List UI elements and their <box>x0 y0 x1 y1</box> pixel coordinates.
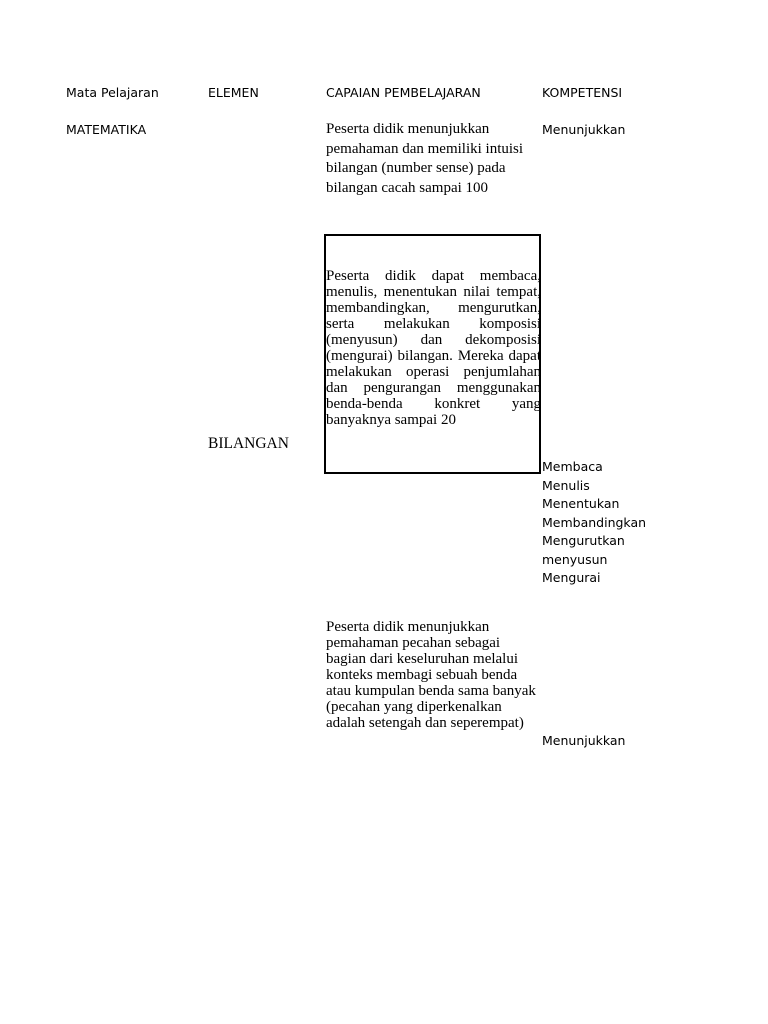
subject-label: MATEMATIKA <box>66 122 147 137</box>
header-mata-pelajaran: Mata Pelajaran <box>66 85 159 100</box>
kompetensi-text-1: Menunjukkan <box>542 122 626 137</box>
capaian-text-2: Peserta didik dapat membaca, menulis, menentukan nilai tempat, membandingkan, mengurutkan, serta melakukan komposisi (menyusun) dan dekomposisi (mengurai) bilangan. Mereka dapat melakukan operasi penjumlahan dan pengurangan menggunakan benda-benda konkret yang banyaknya sampai 20 <box>326 268 541 428</box>
kompetensi-text-3: Menunjukkan <box>542 733 626 748</box>
kompetensi-list-2 <box>542 458 646 588</box>
kompetensi-item: Mengurai <box>542 570 601 585</box>
capaian-text-3: Peserta didik menunjukkan pemahaman pecahan sebagai bagian dari keseluruhan melalui konteks membagi sebuah benda atau kumpulan benda sama banyak (pecahan yang diperkenalkan adalah setengah dan seperempat) <box>326 619 536 731</box>
header-kompetensi: KOMPETENSI <box>542 85 623 100</box>
kompetensi-item: Membaca <box>542 459 603 474</box>
capaian-box-2 <box>324 234 541 474</box>
kompetensi-item: Mengurutkan <box>542 533 625 548</box>
capaian-text-1: Peserta didik menunjukkan pemahaman dan memiliki intuisi bilangan (number sense) pada bilangan cacah sampai 100 <box>326 121 524 196</box>
kompetensi-item: menyusun <box>542 551 608 567</box>
kompetensi-item: Membandingkan <box>542 514 647 530</box>
kompetensi-item: Menentukan <box>542 496 620 511</box>
header-capaian-pembelajaran: CAPAIAN PEMBELAJARAN <box>326 85 481 100</box>
kompetensi-item: Menulis <box>542 477 590 493</box>
element-label: BILANGAN <box>208 435 289 452</box>
header-elemen: ELEMEN <box>208 85 259 100</box>
